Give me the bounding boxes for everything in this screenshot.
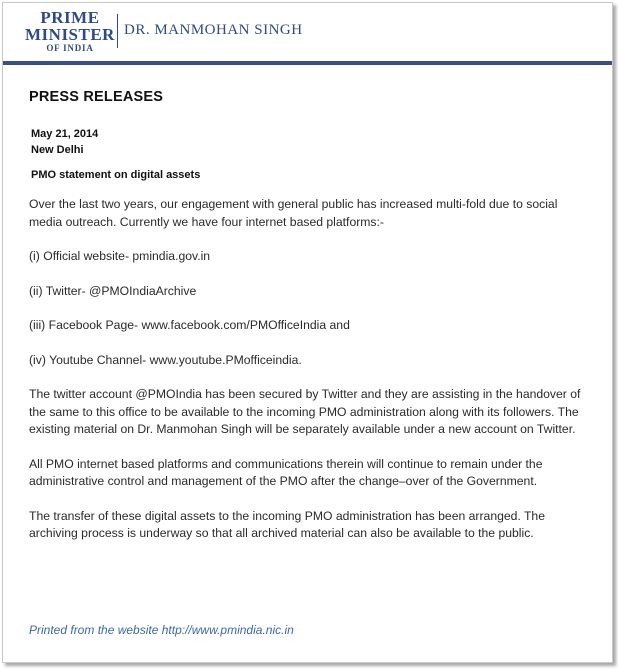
paragraph: All PMO internet based platforms and communications therein will continue to remain under the administrative control and management of the PMO after the change–over of the Government. (29, 456, 543, 488)
printed-from-footer: Printed from the website http://www.pmindia.nic.in (29, 623, 294, 637)
release-meta (31, 126, 98, 158)
site-header (3, 3, 612, 61)
paragraph: The transfer of these digital assets to the incoming PMO administration has been arranged. The archiving process is underway so that all archived material can also be available to the public. (29, 508, 545, 540)
paragraph: The twitter account @PMOIndia has been secured by Twitter and they are assisting in the handover of the same to this office to be available to the incoming PMO administration along with its followers. The existing material on Dr. Manmohan Singh will be separately available under a new account on Twitter. (29, 387, 581, 436)
logo-line-2: MINISTER (25, 25, 115, 44)
release-place: New Delhi (31, 144, 84, 156)
logo-line-1: PRIME (40, 8, 100, 27)
press-release (29, 89, 589, 540)
header-bar (3, 61, 612, 65)
pm-logo (25, 9, 115, 53)
paragraph: (iv) Youtube Channel- www.youtube.PMofficeindia. (29, 352, 302, 367)
page-frame (2, 2, 613, 663)
section-title: PRESS RELEASES (29, 89, 164, 105)
paragraph: Over the last two years, our engagement with general public has increased multi-fold due to social media outreach. Currently we have four internet based platforms:- (29, 197, 558, 229)
release-date: May 21, 2014 (31, 128, 99, 140)
paragraph: (iii) Facebook Page- www.facebook.com/PMOfficeIndia and (29, 318, 350, 332)
logo-line-3: OF INDIA (46, 43, 94, 53)
release-subject: PMO statement on digital assets (31, 169, 201, 181)
paragraph: (i) Official website- pmindia.gov.in (29, 249, 211, 263)
paragraph: (ii) Twitter- @PMOIndiaArchive (29, 283, 197, 298)
pm-name: DR. MANMOHAN SINGH (124, 22, 303, 38)
header-divider (117, 14, 118, 48)
release-body (29, 196, 589, 560)
